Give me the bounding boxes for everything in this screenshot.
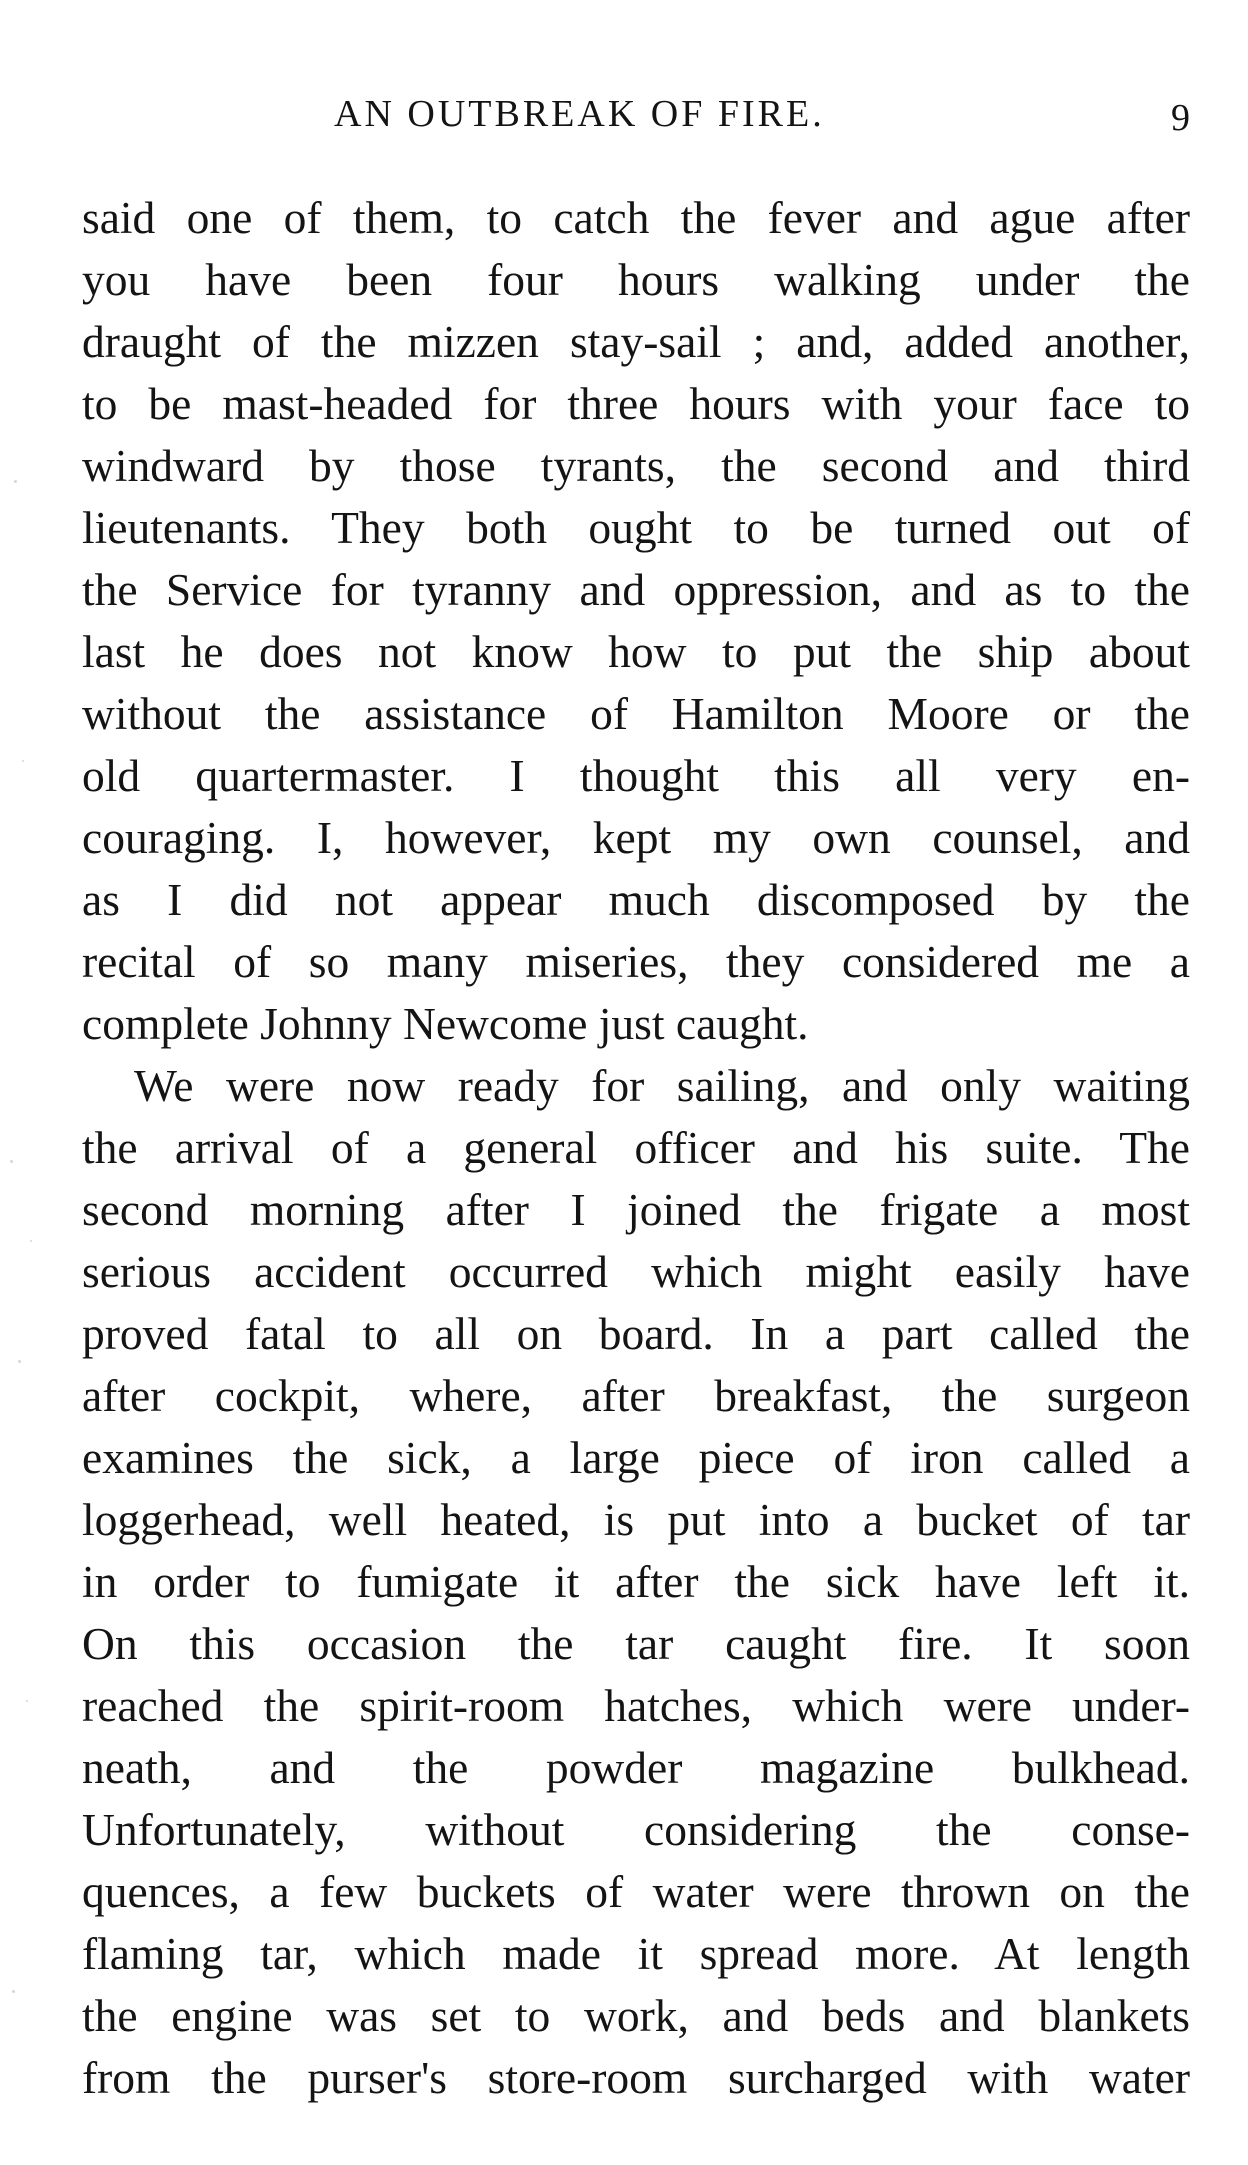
scan-speck (22, 760, 24, 762)
text-line: the Service for tyranny and oppression, and as to the (82, 564, 1190, 615)
running-head (82, 92, 1190, 152)
text-line: We were now ready for sailing, and only waiting (134, 1060, 1190, 1111)
text-line: without the assistance of Hamilton Moore or the (82, 688, 1190, 739)
text-line: loggerhead, well heated, is put into a bucket of tar (82, 1494, 1190, 1545)
text-line: neath, and the powder magazine bulkhead. (82, 1742, 1190, 1793)
text-line: second morning after I joined the frigate a most (82, 1184, 1190, 1235)
scan-speck (10, 1160, 13, 1163)
text-line: said one of them, to catch the fever and ague after (82, 192, 1190, 243)
text-line: quences, a few buckets of water were thrown on the (82, 1866, 1190, 1917)
chapter-title: AN OUTBREAK OF FIRE. (334, 93, 825, 135)
scan-speck (18, 1360, 21, 1363)
text-line: reached the spirit-room hatches, which were under- (82, 1680, 1190, 1731)
body-text (82, 187, 1190, 2109)
text-line: lieutenants. They both ought to be turned out of (82, 502, 1190, 553)
text-line: you have been four hours walking under the (82, 254, 1190, 305)
scan-speck (26, 1700, 28, 1702)
text-line: the engine was set to work, and beds and blankets (82, 1990, 1190, 2041)
text-line: in order to fumigate it after the sick have left it. (82, 1556, 1190, 1607)
text-line: draught of the mizzen stay-sail ; and, added another, (82, 316, 1190, 367)
text-line: from the purser's store-room surcharged with water (82, 2052, 1190, 2103)
text-line: the arrival of a general officer and his suite. The (82, 1122, 1190, 1173)
text-line: On this occasion the tar caught fire. It soon (82, 1618, 1190, 1669)
text-line: to be mast-headed for three hours with your face to (82, 378, 1190, 429)
text-line: windward by those tyrants, the second and third (82, 440, 1190, 491)
text-line: after cockpit, where, after breakfast, the surgeon (82, 1370, 1190, 1421)
text-line: couraging. I, however, kept my own counsel, and (82, 812, 1190, 863)
text-line: last he does not know how to put the ship about (82, 626, 1190, 677)
scan-speck (14, 480, 17, 483)
text-line: proved fatal to all on board. In a part called the (82, 1308, 1190, 1359)
text-line: as I did not appear much discomposed by the (82, 874, 1190, 925)
paragraph-2 (82, 1055, 1190, 2109)
text-line: complete Johnny Newcome just caught. (82, 998, 809, 1049)
page-number: 9 (1171, 97, 1190, 139)
scan-speck (12, 1990, 15, 1993)
paragraph-1 (82, 187, 1190, 1055)
text-line: examines the sick, a large piece of iron called a (82, 1432, 1190, 1483)
scan-speck (30, 1240, 32, 1242)
text-line: recital of so many miseries, they considered me a (82, 936, 1190, 987)
text-line: serious accident occurred which might easily have (82, 1246, 1190, 1297)
text-line: Unfortunately, without considering the conse- (82, 1804, 1190, 1855)
text-line: flaming tar, which made it spread more. At length (82, 1928, 1190, 1979)
text-line: old quartermaster. I thought this all very en- (82, 750, 1190, 801)
